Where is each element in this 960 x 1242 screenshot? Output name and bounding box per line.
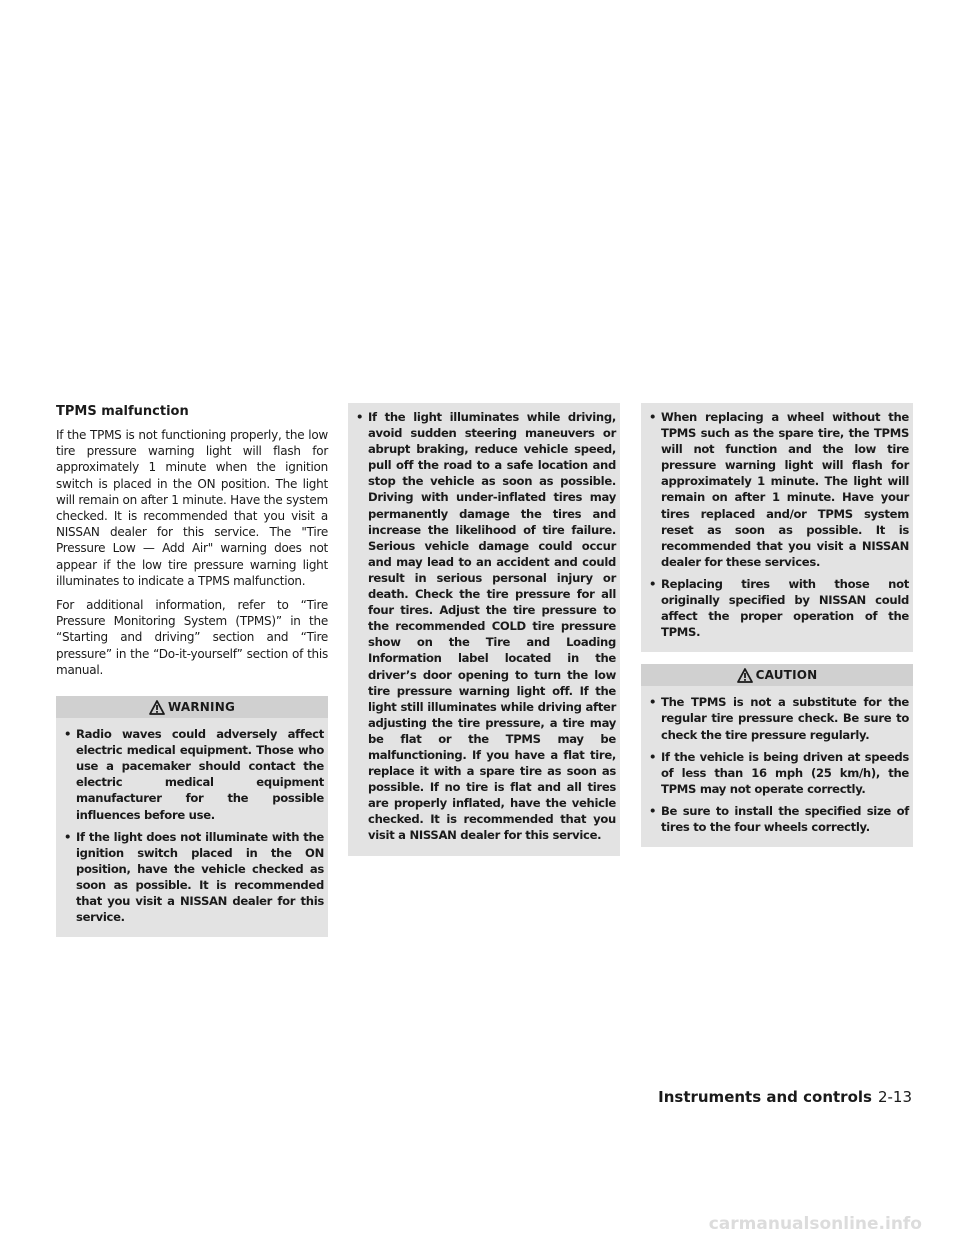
bullet: • xyxy=(64,727,72,742)
caution-triangle-icon xyxy=(737,668,753,683)
warning-continued-box xyxy=(348,403,620,856)
list-item xyxy=(645,576,909,640)
footer-section-title: Instruments and controls xyxy=(658,1088,872,1106)
list-item xyxy=(645,803,909,835)
list-item-text: If the vehicle is being driven at speeds of less than 16 mph (25 km/h), the TPMS may not operate correctly. xyxy=(661,749,909,796)
list-item-text: If the light illuminates while driving, avoid sudden steering maneuvers or abrupt braking, reduce vehicle speed, pull off the road to a safe location and stop the vehicle as soon as possible. Driving with under-inflated tires may permanently damage the tires and increase the likelihood of tire failure. Serious vehicle damage could occur and may lead to an accident and could result in serious personal injury or death. Check the tire pressure for all four tires. Adjust the tire pressure to the recommended COLD tire pressure show on the Tire and Loading Information label located in the driver’s door opening to turn the low tire pressure warning light off. If the light still illuminates while driving after adjusting the tire pressure, a tire may be flat or the TPMS may be malfunctioning. If you have a flat tire, replace it with a spare tire as soon as possible. If no tire is flat and all tires are properly inflated, have the vehicle checked. It is recommended that you visit a NISSAN dealer for this service. xyxy=(368,410,616,843)
bullet: • xyxy=(649,803,657,818)
warning-triangle-icon xyxy=(149,700,165,715)
list-item-text: Radio waves could adversely affect electric medical equipment. Those who use a pacemaker should contact the electric medical equipment manufacturer for the possible influences before use. xyxy=(76,727,324,822)
bullet: • xyxy=(649,410,657,424)
column-3 xyxy=(641,403,913,847)
caution-list xyxy=(645,694,909,835)
list-item xyxy=(60,829,324,926)
list-item xyxy=(60,726,324,823)
body-paragraph-2: For additional information, refer to “Tire Pressure Monitoring System (TPMS)” in the “Starting and driving” section and “Tire pressure” in the “Do-it-yourself” section of this manual. xyxy=(56,598,328,677)
warning-title: WARNING xyxy=(167,700,236,715)
list-item-text: When replacing a wheel without the TPMS such as the spare tire, the TPMS will not function and the low tire pressure warning light will flash for approximately 1 minute. The light will remain on after 1 minute. Have your tires replaced and/or TPMS system reset as soon as possible. It is recommended that you visit a NISSAN dealer for these services. xyxy=(661,410,909,569)
list-item xyxy=(645,409,909,570)
bullet: • xyxy=(64,829,72,844)
body-paragraph-1: If the TPMS is not functioning properly, the low tire pressure warning light will flash for approximately 1 minute when the ignition switch is placed in the ON position. The light will remain on after 1 minute. Have the system checked. It is recommended that you visit a NISSAN dealer for this service. The "Tire Pressure Low — Add Air" warning does not appear if the low tire pressure warning light illuminates to indicate a TPMS malfunction. xyxy=(56,428,328,588)
section-heading: TPMS malfunction xyxy=(56,404,189,419)
warning-continued-list xyxy=(352,409,616,844)
list-item xyxy=(352,409,616,844)
column-1 xyxy=(56,403,328,937)
list-item xyxy=(645,749,909,797)
warning-header xyxy=(56,696,328,718)
page-footer xyxy=(0,1087,912,1106)
warning-box xyxy=(56,696,328,937)
list-item-text: Be sure to install the specified size of tires to the four wheels correctly. xyxy=(661,803,909,834)
list-item-text: Replacing tires with those not originally specified by NISSAN could affect the proper operation of the TPMS. xyxy=(661,576,909,640)
column-2 xyxy=(348,403,620,856)
list-item-text: If the light does not illuminate with the ignition switch placed in the ON position, have the vehicle checked as soon as possible. It is recommended that you visit a NISSAN dealer for this service. xyxy=(76,829,324,925)
bullet: • xyxy=(649,749,657,764)
page-number: 2-13 xyxy=(877,1088,912,1106)
caution-box xyxy=(641,664,913,847)
caution-title: CAUTION xyxy=(755,668,818,683)
bullet: • xyxy=(649,576,657,591)
watermark: carmanualsonline.info xyxy=(708,1214,922,1234)
warning-continued-box-2 xyxy=(641,403,913,652)
list-item-text: The TPMS is not a substitute for the regular tire pressure check. Be sure to check the tire pressure regularly. xyxy=(661,695,909,742)
list-item xyxy=(645,694,909,742)
warning-list xyxy=(60,726,324,925)
warning-continued-list-2 xyxy=(645,409,909,640)
caution-header xyxy=(641,664,913,686)
bullet: • xyxy=(649,695,657,710)
bullet: • xyxy=(356,410,364,424)
